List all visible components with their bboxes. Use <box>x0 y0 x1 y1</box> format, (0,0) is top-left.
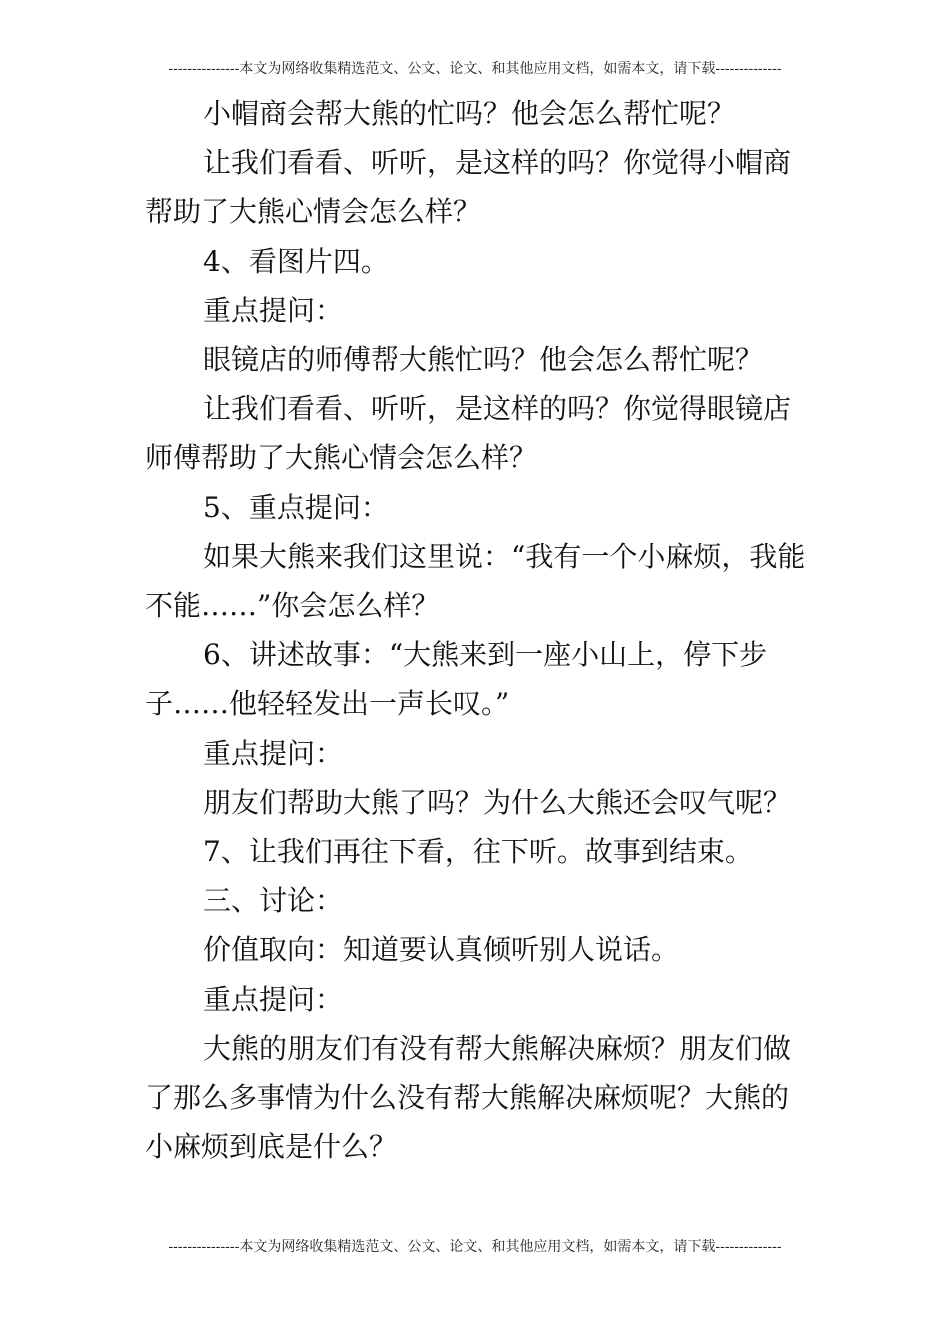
header-banner: ---------------本文为网络收集精选范文、公文、论文、和其他应用文档，如需本文，请下载-------------- <box>168 61 782 77</box>
text-line: 大熊的朋友们有没有帮大熊解决麻烦？朋友们做 <box>203 1031 792 1065</box>
text-line: 重点提问： <box>203 982 344 1016</box>
text-line: 三、讨论： <box>203 884 344 918</box>
text-line: 师傅帮助了大熊心情会怎么样？ <box>145 441 538 475</box>
text-line: 小帽商会帮大熊的忙吗？他会怎么帮忙呢？ <box>203 97 736 130</box>
text-line: 了那么多事情为什么没有帮大熊解决麻烦呢？大熊的 <box>145 1081 790 1114</box>
text-line: 小麻烦到底是什么？ <box>145 1130 398 1164</box>
text-line: 让我们看看、听听，是这样的吗？你觉得眼镜店 <box>203 392 792 426</box>
text-line: 5、重点提问： <box>203 490 389 524</box>
text-line: 重点提问： <box>203 293 344 327</box>
text-line: 6、讲述故事：“大熊来到一座小山上，停下步 <box>203 638 768 672</box>
text-line: 子……他轻轻发出一声长叹。” <box>145 687 510 721</box>
text-line: 让我们看看、听听，是这样的吗？你觉得小帽商 <box>203 146 792 180</box>
text-line: 4、看图片四。 <box>203 244 389 278</box>
text-line: 眼镜店的师傅帮大熊忙吗？他会怎么帮忙呢？ <box>203 343 764 376</box>
text-line: 7、让我们再往下看，往下听。故事到结束。 <box>203 835 753 868</box>
footer-banner: ---------------本文为网络收集精选范文、公文、论文、和其他应用文档，如需本文，请下载-------------- <box>168 1239 782 1255</box>
text-line: 价值取向：知道要认真倾听别人说话。 <box>203 933 680 967</box>
text-line: 不能……”你会怎么样？ <box>145 589 440 622</box>
text-line: 重点提问： <box>203 736 344 770</box>
text-line: 如果大熊来我们这里说：“我有一个小麻烦，我能 <box>203 539 806 573</box>
text-line: 帮助了大熊心情会怎么样？ <box>145 195 482 229</box>
text-line: 朋友们帮助大熊了吗？为什么大熊还会叹气呢？ <box>203 785 792 819</box>
